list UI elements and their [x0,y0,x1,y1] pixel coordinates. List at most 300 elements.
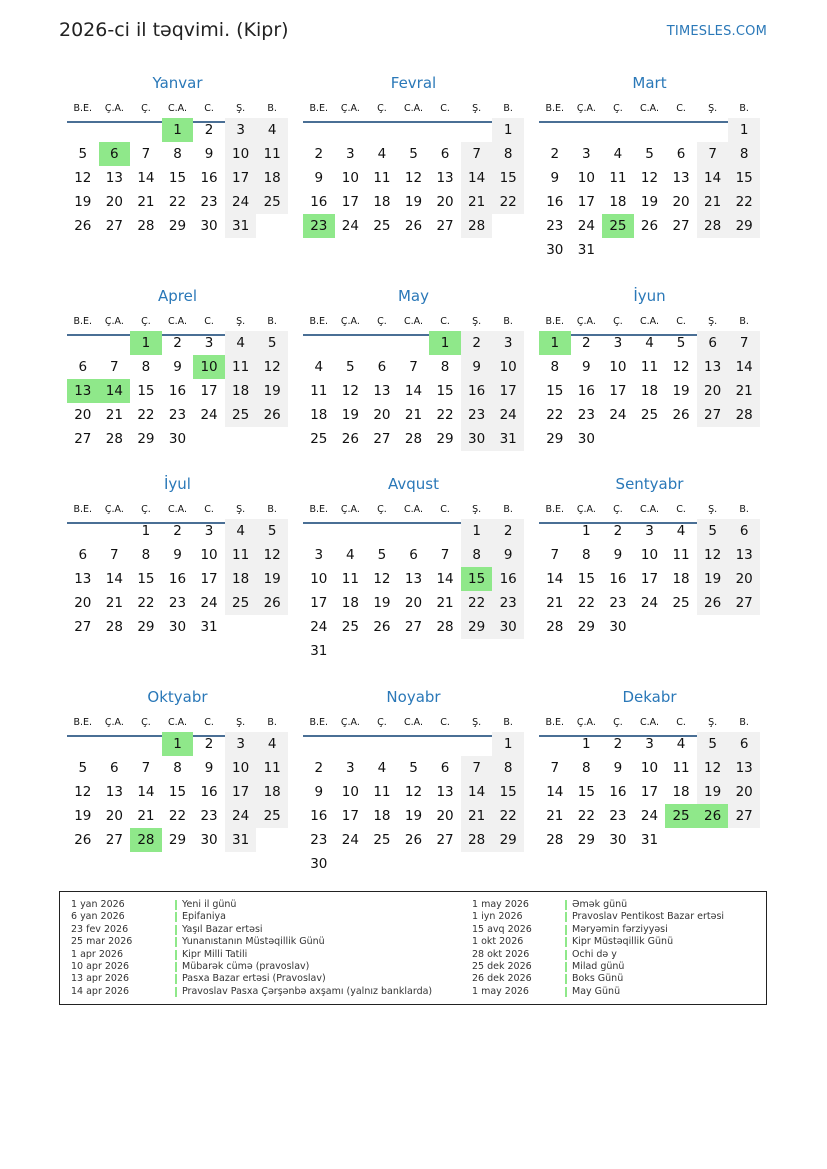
day-cell: 2 [204,736,214,752]
day-cell: 12 [74,784,92,800]
day-cell: 1 [503,122,513,138]
weekday-label: Ç.A. [340,504,360,515]
day-cell: 16 [499,571,517,587]
weekday-label: C.A. [167,316,187,327]
day-cell: 5 [346,359,355,375]
weekday-label: Ş. [236,103,246,114]
weekday-label: C.A. [167,504,187,515]
day-cell: 8 [503,146,513,162]
day-cell: 19 [263,383,281,399]
day-cell: 16 [609,571,627,587]
weekday-label: Ş. [708,103,718,114]
day-cell: 9 [472,359,481,375]
day-cell: 20 [735,784,753,800]
day-cell: 13 [74,571,92,587]
day-cell: 5 [78,760,88,776]
weekday-label: Ç.A. [104,103,124,114]
day-cell: 20 [436,808,454,824]
day-cell: 3 [503,335,513,351]
day-cell: 6 [440,760,450,776]
legend-holiday-name: Ochi də y [572,948,617,960]
day-cell: 9 [550,170,560,186]
day-cell: 13 [704,359,722,375]
weekday-label: Ç.A. [104,316,124,327]
weekday-label: Ç.A. [576,103,596,114]
day-cell: 24 [200,595,218,611]
holiday-legend-right [472,899,762,998]
day-cell: 8 [440,359,450,375]
day-cell: 15 [168,170,187,186]
day-cell: 5 [377,547,387,563]
day-cell: 11 [310,383,328,399]
day-cell: 14 [468,170,486,186]
day-cell: 18 [232,383,250,399]
weekday-label: B. [503,504,513,515]
day-cell: 1 [739,122,749,138]
day-cell: 17 [200,571,218,587]
day-cell: 17 [499,383,517,399]
day-cell: 14 [468,784,486,800]
day-cell: 6 [440,146,450,162]
legend-marker [565,974,567,984]
day-cell: 10 [310,571,328,587]
day-cell: 17 [232,784,250,800]
day-cell: 8 [472,547,481,563]
day-cell: 14 [137,170,155,186]
day-cell: 11 [232,359,250,375]
day-cell: 9 [204,146,214,162]
day-cell: 4 [346,547,355,563]
day-cell: 3 [582,146,591,162]
day-cell: 30 [200,832,218,848]
day-cell: 18 [341,595,359,611]
day-cell: 3 [204,523,214,539]
day-cell: 31 [640,832,659,848]
day-cell: 23 [546,218,564,234]
day-cell: 11 [672,760,690,776]
legend-row [472,924,762,936]
day-cell: 10 [640,760,659,776]
holiday-day-cell: 10 [193,355,225,379]
holiday-day-cell: 6 [99,142,131,166]
day-cell: 21 [137,194,155,210]
day-cell: 2 [173,335,182,351]
day-cell: 3 [204,335,214,351]
day-cell: 16 [200,170,218,186]
day-cell: 18 [672,571,690,587]
day-cell: 26 [672,407,690,423]
month-name: Dekabr [622,688,677,706]
weekday-label: Ç.A. [340,103,360,114]
day-cell: 26 [704,595,722,611]
day-cell: 4 [676,523,686,539]
month-name: Yanvar [152,74,203,92]
day-cell: 11 [609,170,627,186]
legend-holiday-name: Pravoslav Pentikost Bazar ertəsi [572,911,725,923]
day-cell: 7 [550,547,560,563]
day-cell: 12 [404,170,423,186]
day-cell: 9 [582,359,591,375]
legend-row [472,949,762,961]
legend-marker [175,987,177,997]
day-cell: 21 [468,194,486,210]
legend-row [71,936,461,948]
day-cell: 12 [74,170,92,186]
day-cell: 13 [436,170,454,186]
legend-marker [565,925,567,935]
day-cell: 4 [377,146,387,162]
day-cell: 25 [672,595,690,611]
day-cell: 30 [200,218,218,234]
day-cell: 16 [310,808,328,824]
weekday-label: C. [676,504,686,515]
day-cell: 30 [468,431,486,447]
weekday-label: C.A. [639,316,659,327]
day-cell: 4 [236,335,245,351]
weekday-label: Ç.A. [340,717,360,728]
day-cell: 26 [341,431,359,447]
day-cell: 5 [409,760,418,776]
day-cell: 22 [577,808,595,824]
legend-marker [565,937,567,947]
day-cell: 20 [105,808,123,824]
day-cell: 7 [141,760,151,776]
day-cell: 27 [74,431,92,447]
holiday-day-cell: 1 [429,331,461,355]
weekday-label: B. [739,504,749,515]
weekday-label: Ç. [141,504,151,515]
day-cell: 7 [110,359,119,375]
day-cell: 1 [582,523,591,539]
day-cell: 17 [232,170,250,186]
weekday-label: Ç. [613,717,623,728]
day-cell: 12 [263,547,281,563]
holiday-day-cell: 26 [697,804,729,828]
weekday-label: Ş. [708,717,718,728]
day-cell: 22 [577,595,595,611]
day-cell: 21 [404,407,423,423]
day-cell: 5 [78,146,88,162]
day-cell: 10 [577,170,595,186]
day-cell: 19 [341,407,359,423]
day-cell: 13 [105,170,123,186]
day-cell: 15 [137,383,155,399]
legend-marker [565,962,567,972]
legend-holiday-name: Mübarək cümə (pravoslav) [182,960,310,972]
weekday-label: B. [503,103,513,114]
day-cell: 3 [314,547,324,563]
weekday-label: B.E. [73,504,93,515]
day-cell: 13 [404,571,423,587]
day-cell: 2 [204,122,214,138]
day-cell: 5 [676,335,686,351]
legend-holiday-name: Yaşıl Bazar ertəsi [182,923,263,935]
weekday-label: C. [204,316,214,327]
weekday-label: B. [267,504,277,515]
day-cell: 12 [704,760,722,776]
legend-holiday-name: May Günü [572,985,621,997]
day-cell: 20 [404,595,423,611]
day-cell: 27 [436,218,454,234]
weekday-header [539,103,760,123]
day-cell: 6 [78,359,88,375]
day-cell: 7 [472,760,481,776]
day-cell: 20 [74,595,92,611]
weekday-label: Ç. [141,717,151,728]
day-cell: 17 [310,595,328,611]
weekday-label: Ş. [236,504,246,515]
day-cell: 28 [404,431,423,447]
day-cell: 14 [735,359,753,375]
day-cell: 18 [373,194,391,210]
day-cell: 7 [739,335,749,351]
day-cell: 13 [672,170,690,186]
day-cell: 15 [577,784,595,800]
legend-marker [175,900,177,910]
holiday-day-cell: 1 [162,118,194,142]
legend-date: 25 dek 2026 [472,960,532,972]
day-cell: 1 [141,523,151,539]
month-name: May [397,287,429,305]
day-cell: 4 [267,122,277,138]
legend-holiday-name: Boks Günü [572,973,624,985]
day-cell: 22 [137,407,155,423]
day-cell: 28 [468,218,486,234]
day-cell: 28 [137,218,155,234]
day-cell: 18 [672,784,690,800]
day-cell: 25 [373,218,391,234]
day-cell: 7 [409,359,418,375]
weekday-label: C. [204,504,214,515]
weekday-label: Ç. [377,717,387,728]
legend-holiday-name: Yunanıstanın Müstəqillik Günü [182,936,325,948]
day-cell: 15 [499,170,517,186]
weekday-label: Ş. [236,316,246,327]
day-cell: 7 [472,146,481,162]
holiday-day-cell: 15 [461,567,493,591]
day-cell: 18 [232,571,250,587]
weekday-label: B.E. [73,316,93,327]
legend-row [472,961,762,973]
day-cell: 17 [640,571,659,587]
day-cell: 15 [137,571,155,587]
day-cell: 30 [609,832,627,848]
day-cell: 5 [708,736,717,752]
day-cell: 26 [404,218,423,234]
day-cell: 2 [314,146,324,162]
legend-date: 10 apr 2026 [71,960,130,972]
weekday-label: B. [503,316,513,327]
legend-row [472,986,762,998]
weekday-label: C. [440,504,450,515]
day-cell: 4 [314,359,324,375]
holiday-day-cell: 1 [130,331,162,355]
day-cell: 27 [704,407,722,423]
day-cell: 22 [546,407,564,423]
weekday-label: B. [739,717,749,728]
day-cell: 13 [436,784,454,800]
holiday-day-cell: 1 [539,331,571,355]
weekday-label: B. [267,316,277,327]
day-cell: 27 [735,808,753,824]
legend-date: 1 may 2026 [472,899,529,910]
day-cell: 10 [341,784,359,800]
weekday-label: B.E. [73,103,93,114]
day-cell: 30 [609,619,627,635]
weekday-label: B.E. [309,316,329,327]
day-cell: 16 [468,383,486,399]
day-cell: 5 [708,523,717,539]
weekday-label: C.A. [403,504,423,515]
day-cell: 8 [173,146,182,162]
day-cell: 23 [609,595,627,611]
day-cell: 5 [267,335,277,351]
day-cell: 28 [704,218,722,234]
weekday-label: Ş. [708,504,718,515]
day-cell: 16 [200,784,218,800]
holiday-day-cell: 1 [162,732,194,756]
day-cell: 30 [546,242,564,258]
weekday-label: C. [676,717,686,728]
day-cell: 17 [341,808,359,824]
day-cell: 14 [546,571,564,587]
day-cell: 31 [577,242,595,258]
day-cell: 19 [704,784,722,800]
day-cell: 26 [74,218,92,234]
legend-date: 1 may 2026 [472,985,529,997]
month-name: İyun [633,287,666,305]
day-cell: 11 [373,170,391,186]
legend-row [71,961,461,973]
day-cell: 2 [314,760,324,776]
day-cell: 16 [168,383,187,399]
day-cell: 3 [645,736,654,752]
legend-marker [175,925,177,935]
day-cell: 24 [499,407,517,423]
day-cell: 24 [640,595,659,611]
day-cell: 12 [704,547,722,563]
day-cell: 15 [499,784,517,800]
day-cell: 27 [373,431,391,447]
day-cell: 2 [582,335,591,351]
weekday-label: B. [503,717,513,728]
day-cell: 21 [105,407,123,423]
day-cell: 12 [404,784,423,800]
day-cell: 20 [74,407,92,423]
legend-date: 13 apr 2026 [71,973,130,985]
day-cell: 22 [499,194,517,210]
day-cell: 20 [373,407,391,423]
day-cell: 3 [236,736,245,752]
weekday-label: Ç. [141,316,151,327]
day-cell: 7 [440,547,450,563]
day-cell: 6 [78,547,88,563]
day-cell: 24 [341,832,359,848]
day-cell: 30 [168,431,187,447]
day-cell: 21 [468,808,486,824]
day-cell: 25 [341,619,359,635]
legend-date: 26 dek 2026 [472,973,532,985]
day-cell: 31 [499,431,517,447]
weekday-label: B. [267,717,277,728]
day-cell: 14 [137,784,155,800]
day-cell: 17 [640,784,659,800]
day-cell: 12 [341,383,359,399]
month-name: Fevral [390,74,437,92]
day-cell: 24 [232,194,250,210]
legend-holiday-name: Milad günü [572,960,625,972]
day-cell: 27 [74,619,92,635]
weekday-label: Ş. [472,504,482,515]
day-cell: 1 [503,736,513,752]
weekday-label: C. [676,103,686,114]
day-cell: 29 [137,431,155,447]
day-cell: 3 [613,335,623,351]
day-cell: 8 [141,359,151,375]
day-cell: 25 [373,832,391,848]
brand-link[interactable]: TIMESLES.COM [666,24,767,39]
legend-row [71,949,461,961]
day-cell: 7 [550,760,560,776]
day-cell: 28 [468,832,486,848]
day-cell: 17 [609,383,627,399]
day-cell: 26 [373,619,391,635]
day-cell: 3 [346,760,355,776]
month-name: Avqust [388,475,439,493]
day-cell: 16 [609,784,627,800]
day-cell: 11 [672,547,690,563]
day-cell: 2 [173,523,182,539]
legend-holiday-name: Kipr Müstəqillik Günü [572,936,674,948]
legend-holiday-name: Məryəmin fərziyyəsi [572,923,668,935]
day-cell: 6 [409,547,418,563]
day-cell: 28 [105,619,123,635]
day-cell: 7 [110,547,119,563]
weekday-label: Ç.A. [576,717,596,728]
day-cell: 23 [468,407,486,423]
month-name: Mart [632,74,667,92]
weekday-label: C.A. [167,103,187,114]
month-name: Aprel [157,287,198,305]
day-cell: 12 [672,359,690,375]
day-cell: 2 [613,736,623,752]
day-cell: 24 [200,407,218,423]
day-cell: 24 [609,407,627,423]
day-cell: 10 [609,359,627,375]
legend-date: 1 apr 2026 [71,948,124,960]
day-cell: 26 [404,832,423,848]
day-cell: 6 [377,359,387,375]
day-cell: 19 [704,571,722,587]
day-cell: 15 [436,383,454,399]
day-cell: 25 [232,595,250,611]
weekday-label: Ş. [472,717,482,728]
day-cell: 9 [314,170,324,186]
day-cell: 8 [173,760,182,776]
day-cell: 14 [404,383,423,399]
day-cell: 22 [436,407,454,423]
weekday-label: B.E. [309,717,329,728]
day-cell: 29 [546,431,564,447]
day-cell: 3 [236,122,245,138]
day-cell: 11 [341,571,359,587]
day-cell: 31 [310,643,328,659]
day-cell: 29 [168,218,187,234]
holiday-legend-left [71,899,461,998]
day-cell: 5 [409,146,418,162]
legend-row [71,899,461,911]
weekday-label: Ç. [613,103,623,114]
